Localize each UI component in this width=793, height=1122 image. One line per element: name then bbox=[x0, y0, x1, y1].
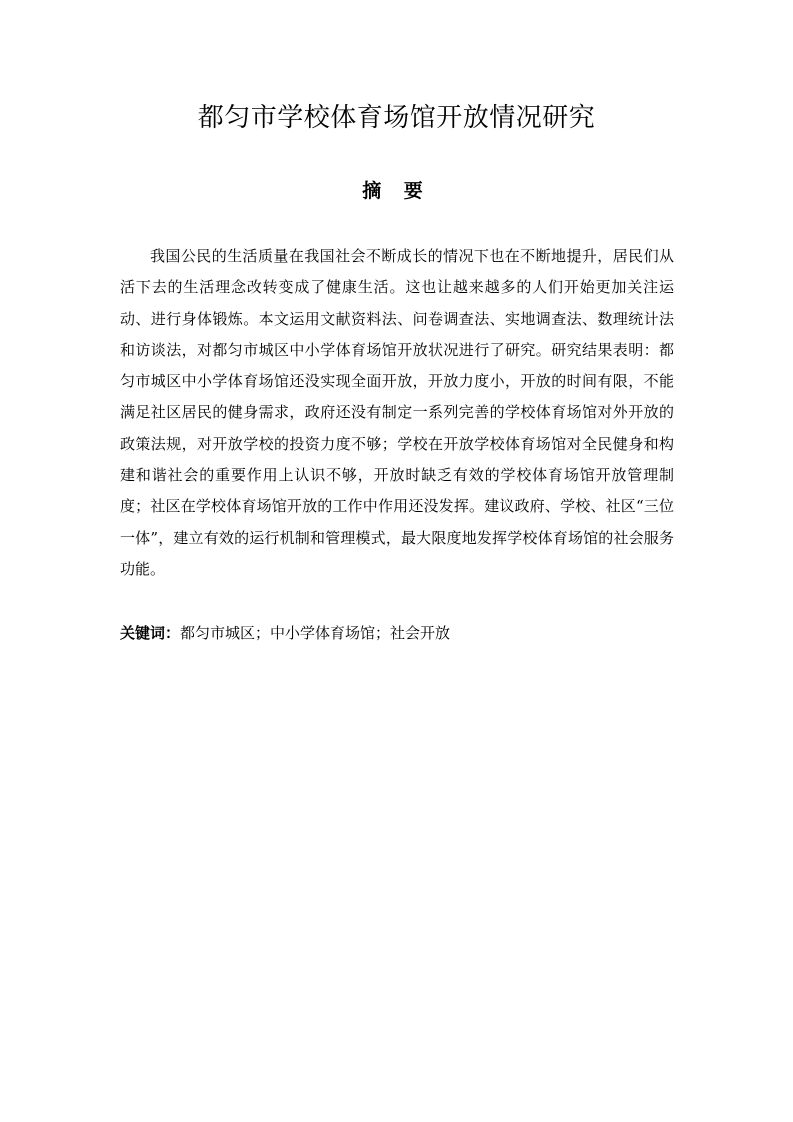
abstract-heading: 摘 要 bbox=[362, 180, 431, 202]
keywords-text: 都匀市城区；中小学体育场馆；社会开放 bbox=[180, 624, 451, 642]
keywords-line bbox=[120, 620, 674, 646]
paper-title: 都匀市学校体育场馆开放情况研究 bbox=[197, 103, 596, 133]
keywords-label: 关键词： bbox=[120, 624, 181, 642]
abstract-body: 我国公民的生活质量在我国社会不断成长的情况下也在不断地提升，居民们从活下去的生活理念改转变成了健康生活。这也让越来越多的人们开始更加关注运动、进行身体锻炼。本文运用文献资料法、问卷调查法、实地调查法、数理统计法和访谈法，对都匀市城区中小学体育场馆开放状况进行了研究。研究结果表明：都匀市城区中小学体育场馆还没实现全面开放，开放力度小，开放的时间有限，不能满足社区居民的健身需求，政府还没有制定一系列完善的学校体育场馆对外开放的政策法规，对开放学校的投资力度不够；学校在开放学校体育场馆对全民健身和构建和谐社会的重要作用上认识不够，开放时缺乏有效的学校体育场馆开放管理制度；社区在学校体育场馆开放的工作中作用还没发挥。建议政府、学校、社区“三位一体”，建立有效的运行机制和管理模式，最大限度地发挥学校体育场馆的社会服务功能。 bbox=[120, 247, 674, 578]
